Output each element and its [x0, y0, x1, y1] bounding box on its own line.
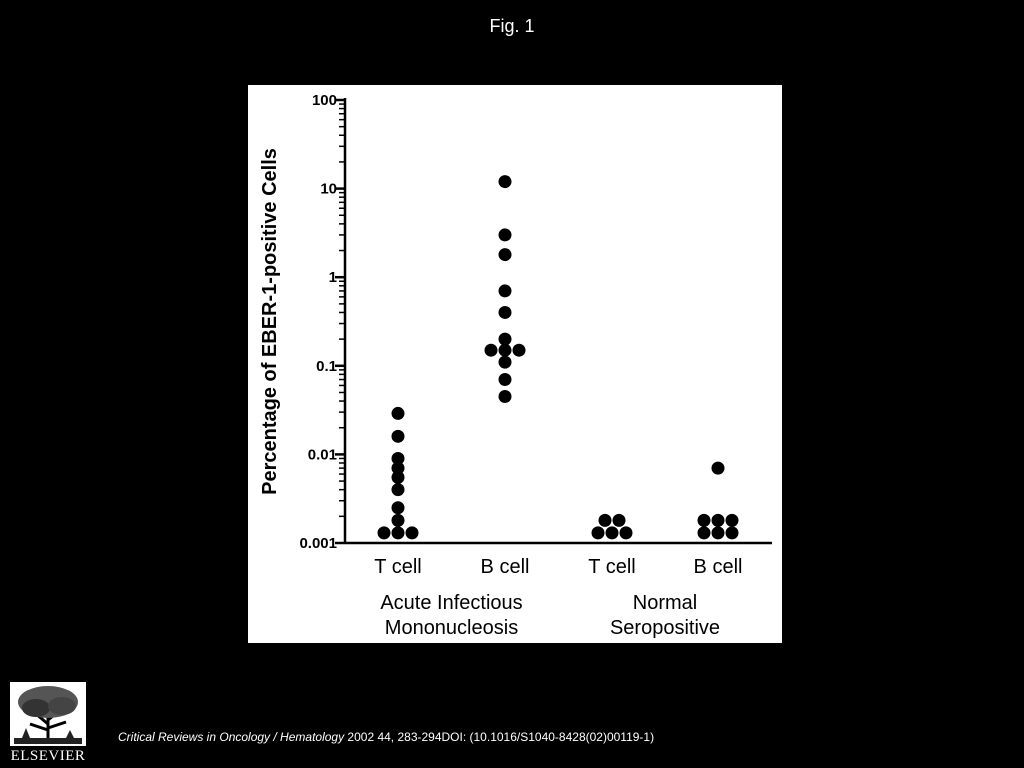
y-tick-label: 100 [311, 92, 337, 109]
data-point [499, 306, 512, 319]
chart-axes [345, 98, 772, 543]
y-tick-label: 0.1 [316, 357, 337, 375]
data-point [378, 526, 391, 539]
y-tick-label: 10 [320, 180, 337, 198]
data-point [499, 248, 512, 261]
elsevier-logo [6, 680, 90, 766]
data-point [485, 344, 498, 357]
data-point [392, 526, 405, 539]
category-label: B cell [480, 556, 530, 578]
y-axis-title: Percentage of EBER-1-positive Cells [259, 148, 281, 495]
data-point [392, 514, 405, 527]
data-point [599, 514, 612, 527]
data-point [712, 514, 725, 527]
data-point [726, 514, 739, 527]
data-point [406, 526, 419, 539]
data-point [499, 356, 512, 369]
category-label: T cell [374, 556, 422, 578]
category-label: B cell [693, 556, 743, 578]
data-point [499, 175, 512, 188]
data-point [620, 526, 633, 539]
category-label: T cell [588, 556, 636, 578]
data-point [698, 526, 711, 539]
category-labels [374, 556, 742, 578]
group-label-line2: Seropositive [609, 617, 721, 639]
data-point [712, 526, 725, 539]
y-tick-label: 1 [328, 269, 337, 287]
y-tick-label: 0.01 [307, 446, 337, 464]
data-point [392, 483, 405, 496]
data-point [499, 344, 512, 357]
data-point [592, 526, 605, 539]
data-point [392, 471, 405, 484]
data-points [378, 175, 739, 539]
data-point [606, 526, 619, 539]
journal-name: Critical Reviews in Oncology / Hematology [118, 730, 345, 744]
citation-details: 2002 44, 283-294DOI: (10.1016/S1040-8428(02)00119-1) [344, 730, 655, 744]
data-point [513, 344, 526, 357]
data-point [499, 228, 512, 241]
group-label-line1: Normal [632, 592, 698, 614]
tree-logo-icon [6, 680, 90, 748]
data-point [392, 501, 405, 514]
data-point [712, 462, 725, 475]
group-label-line1: Acute Infectious [380, 592, 523, 614]
data-point [499, 284, 512, 297]
y-tick-label: 0.001 [299, 535, 337, 552]
data-point [499, 333, 512, 346]
data-point [698, 514, 711, 527]
data-point [499, 373, 512, 386]
figure-panel [248, 85, 782, 643]
group-label-line2: Mononucleosis [384, 617, 519, 639]
y-tick-labels [299, 92, 337, 552]
y-ticks [335, 100, 345, 543]
group-labels [380, 592, 720, 639]
logo-text: ELSEVIER [10, 748, 86, 764]
slide-title: Fig. 1 [489, 16, 535, 36]
citation [118, 730, 654, 744]
data-point [613, 514, 626, 527]
scatter-chart [248, 85, 782, 643]
data-point [499, 390, 512, 403]
data-point [392, 430, 405, 443]
data-point [392, 407, 405, 420]
data-point [726, 526, 739, 539]
